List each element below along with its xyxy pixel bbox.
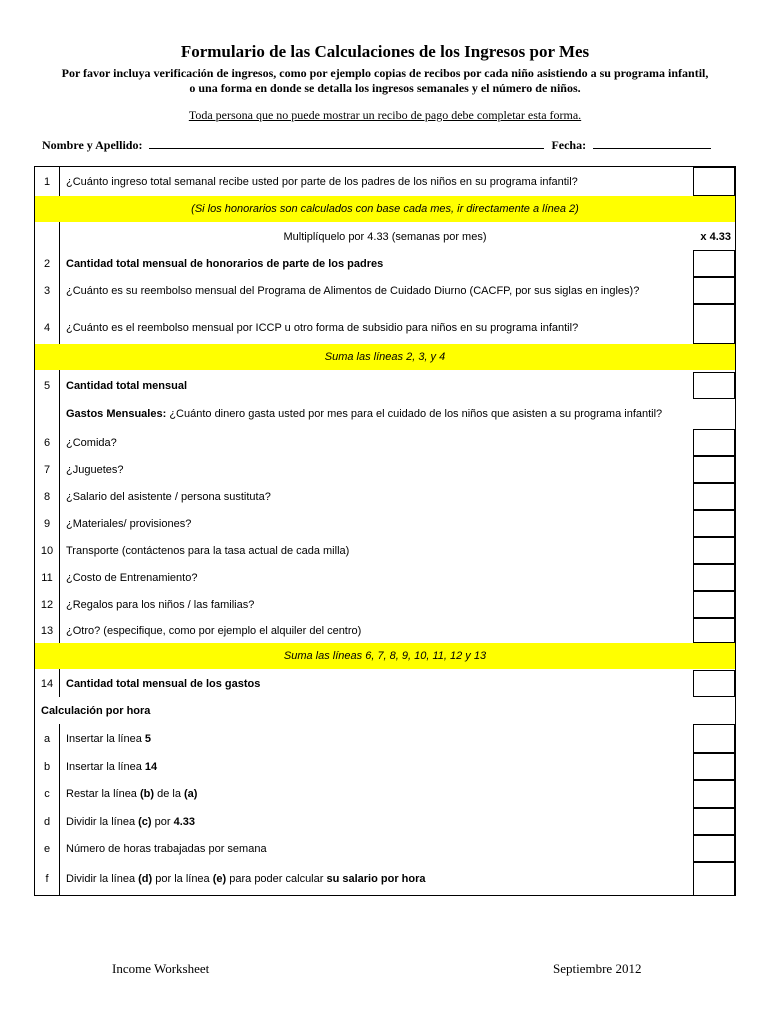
name-field[interactable] (149, 138, 544, 149)
answer-box-c[interactable] (693, 780, 735, 808)
gastos-label: Gastos Mensuales: (66, 408, 167, 420)
text-part: Restar la línea (66, 788, 140, 800)
answer-box-14[interactable] (693, 670, 735, 697)
answer-box-10[interactable] (693, 537, 735, 564)
row-text: ¿Cuánto es el reembolso mensual por ICCP u otro forma de subsidio para niños en su programa infantil? (66, 322, 579, 334)
table-row (35, 277, 735, 304)
name-label: Nombre y Apellido: (42, 138, 143, 152)
table-row (35, 537, 735, 564)
gastos-text (66, 408, 662, 420)
text-part: Insertar la línea (66, 760, 145, 773)
highlight-note: Suma las líneas 2, 3, y 4 (324, 351, 446, 363)
answer-box-4[interactable] (693, 304, 735, 344)
table-row (35, 724, 735, 753)
answer-box-11[interactable] (693, 564, 735, 591)
row-text: ¿Comida? (66, 436, 117, 449)
row-text: Número de horas trabajadas por semana (66, 842, 267, 855)
table-row (35, 483, 735, 510)
footer-right: Septiembre 2012 (553, 961, 642, 976)
intro-line-1: Por favor incluya verificación de ingresos, como por ejemplo copias de recibos por cada niño asistiendo a su programa infantil, (61, 66, 709, 80)
table-row (35, 510, 735, 537)
answer-box-8[interactable] (693, 483, 735, 510)
row-letter: c (44, 788, 50, 800)
multiply-text: Multiplíquelo por 4.33 (semanas por mes) (283, 231, 487, 243)
row-text: ¿Cuánto es su reembolso mensual del Programa de Alimentos de Cuidado Diurno (CACFP, por sus siglas en ingles)? (66, 284, 640, 297)
table-row (35, 372, 735, 399)
highlight-note: Suma las líneas 6, 7, 8, 9, 10, 11, 12 y 13 (283, 650, 487, 662)
date-label: Fecha: (551, 138, 587, 152)
table-row (35, 456, 735, 483)
answer-box-6[interactable] (693, 429, 735, 456)
form-title: Formulario de las Calculaciones de los Ingresos por Mes (180, 42, 590, 61)
row-number: 3 (43, 284, 51, 297)
row-text: Cantidad total mensual de honorarios de parte de los padres (66, 257, 384, 270)
instruction-note: Toda persona que no puede mostrar un recibo de pago debe completar esta forma. (188, 108, 582, 122)
text-bold: 5 (144, 732, 151, 745)
text-bold: (e) (212, 873, 227, 885)
row-number: 6 (43, 436, 51, 449)
highlight-row (35, 643, 735, 669)
row-number: 1 (43, 175, 51, 188)
row-number: 8 (43, 490, 51, 503)
row-number: 9 (43, 517, 51, 530)
text-part: por (151, 815, 174, 828)
table-row (35, 835, 735, 862)
row-letter: d (43, 815, 51, 828)
row-text: ¿Costo de Entrenamiento? (66, 571, 198, 584)
table-row (35, 862, 735, 896)
row-text: ¿Cuánto ingreso total semanal recibe usted por parte de los padres de los niños en su programa infantil? (66, 175, 578, 188)
text-bold: (d) (138, 873, 153, 885)
text-part: por la línea (152, 873, 213, 885)
answer-box-7[interactable] (693, 456, 735, 483)
text-part: Dividir la línea (66, 815, 139, 828)
row-text (66, 761, 157, 773)
table-row (35, 304, 735, 344)
highlight-row (35, 344, 735, 370)
answer-box-3[interactable] (693, 277, 735, 304)
answer-box-d[interactable] (693, 808, 735, 835)
table-row (35, 618, 735, 643)
row-text: Transporte (contáctenos para la tasa actual de cada milla) (66, 544, 350, 557)
answer-box-e[interactable] (693, 835, 735, 862)
answer-box-a[interactable] (693, 724, 735, 753)
row-text: Cantidad total mensual (66, 379, 188, 392)
worksheet-table (34, 166, 736, 896)
table-row (35, 429, 735, 456)
table-row (35, 808, 735, 835)
text-bold: (b) (139, 788, 155, 800)
highlight-row (35, 196, 735, 222)
multiply-value: x 4.33 (700, 231, 731, 243)
row-text (66, 873, 426, 885)
date-field[interactable] (593, 138, 711, 149)
gastos-header-row (35, 399, 735, 429)
row-number: 13 (40, 624, 54, 637)
text-part: Insertar la línea (66, 732, 145, 745)
table-row (35, 780, 735, 808)
row-text (66, 788, 197, 800)
multiply-row (35, 224, 735, 250)
text-bold: (a) (184, 788, 198, 800)
table-row (35, 591, 735, 618)
row-letter: a (43, 732, 51, 745)
name-date-row (42, 138, 711, 153)
calc-label: Calculación por hora (41, 704, 151, 717)
row-number: 5 (43, 379, 51, 392)
row-text: ¿Juguetes? (66, 463, 124, 476)
answer-box-5[interactable] (693, 372, 735, 399)
answer-box-b[interactable] (693, 753, 735, 780)
row-letter: f (45, 873, 49, 885)
row-text: ¿Otro? (especifique, como por ejemplo el alquiler del centro) (66, 624, 362, 637)
row-number: 7 (43, 463, 51, 476)
text-part: para poder calcular (226, 873, 327, 885)
text-part: de la (154, 788, 184, 800)
row-text: ¿Materiales/ provisiones? (66, 517, 192, 530)
answer-box-13[interactable] (693, 618, 735, 643)
text-bold: 14 (144, 760, 158, 773)
answer-box-12[interactable] (693, 591, 735, 618)
footer-left: Income Worksheet (112, 961, 210, 976)
row-number: 14 (40, 677, 54, 690)
row-number: 2 (43, 257, 51, 270)
answer-box-9[interactable] (693, 510, 735, 537)
gastos-question: ¿Cuánto dinero gasta usted por mes para el cuidado de los niños que asisten a su programa infantil? (166, 408, 663, 420)
row-text: ¿Salario del asistente / persona sustituta? (66, 490, 271, 503)
row-number: 12 (40, 598, 54, 611)
intro-line-2: o una forma en donde se detalla los ingresos semanales y el número de niños. (189, 81, 581, 95)
row-text (66, 816, 195, 828)
text-bold: 4.33 (173, 815, 196, 828)
table-row (35, 670, 735, 697)
row-letter: b (43, 760, 51, 773)
text-part: Dividir la línea (66, 873, 139, 885)
row-text: ¿Regalos para los niños / las familias? (66, 598, 255, 611)
row-number: 10 (40, 544, 54, 557)
answer-box-f[interactable] (693, 862, 735, 896)
answer-box-2[interactable] (693, 250, 735, 277)
text-bold: (c) (138, 815, 152, 828)
row-text: Cantidad total mensual de los gastos (66, 677, 261, 690)
answer-box-1[interactable] (693, 167, 735, 196)
row-number: 4 (43, 322, 51, 334)
table-row (35, 250, 735, 277)
calc-header-row (35, 697, 735, 724)
highlight-note: (Si los honorarios son calculados con base cada mes, ir directamente a línea 2) (191, 203, 579, 215)
text-bold: su salario por hora (326, 873, 426, 885)
row-letter: e (43, 842, 51, 855)
table-row (35, 167, 735, 196)
table-row (35, 753, 735, 780)
table-row (35, 564, 735, 591)
row-number: 11 (41, 571, 53, 584)
row-text (66, 733, 151, 745)
